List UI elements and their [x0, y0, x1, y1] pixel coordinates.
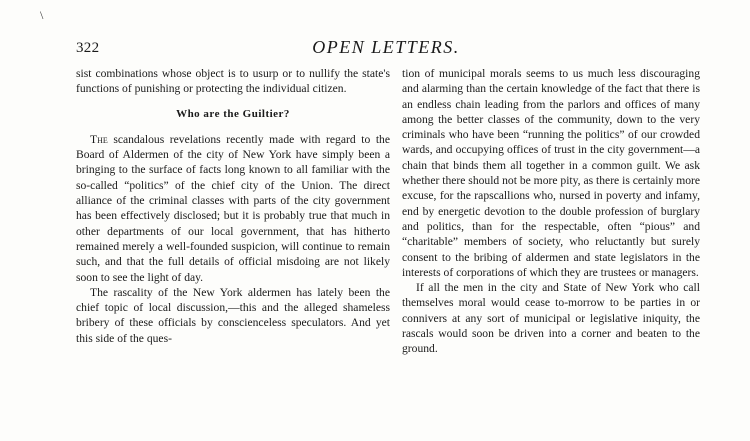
paragraph-final: If all the men in the city and State of New York who call themselves moral would cease to-morrow to be parties in or connivers at any sort of municipal or legislative iniquity, the rascals would soon be driven into a corner and beaten to the ground. [402, 281, 700, 356]
paragraph-intro: sist combinations whose object is to usurp or to nullify the state's functions of punishing or protecting the individual citizen. [76, 67, 390, 96]
paragraph-rascality: The rascality of the New York aldermen has lately been the chief topic of local discussion,—this and the alleged shameless bribery of these officials by conscienceless speculators. And yet this side of the ques- [76, 285, 390, 345]
left-column [76, 66, 390, 346]
section-heading: Who are the Guiltier? [176, 107, 290, 120]
page-header [76, 37, 696, 62]
corner-mark: \ [40, 8, 44, 22]
paragraph-main-text: scandalous revelations recently made with regard to the Board of Aldermen of the city of New York have simply been a bringing to the surface of facts long known to all familiar with the so-called “politics” of the chief city of the Union. The direct alliance of the criminal classes with parts of the city government has been effectively disclosed; but it is probably true that much in other departments of our local government, that has hitherto remained merely a well-founded suspicion, will continue to remain such, and that the full details of official misdoing are not likely soon to see the light of day. [76, 132, 390, 284]
running-title: OPEN LETTERS. [312, 37, 460, 57]
right-column [402, 66, 700, 357]
page-number: 322 [76, 40, 100, 56]
paragraph-continued: tion of municipal morals seems to us much less discouraging and alarming than the certain knowledge of the fact that there is an endless chain leading from the parlors and offices of many among the better classes of the community, down to the very criminals who have been “running the politics” of our crowded wards, and occupying offices of trust in the city government—a chain that binds them all together in a common guilt. We ask whether there should not be more pity, as there is certainly more excuse, for the rapscallions who, nursed in poverty and infamy, end by energetic devotion to the double profession of burglary and politics, than for the respectable, often “pious” and “charitable” members of society, who reluctantly but surely consent to the bribing of aldermen and state legislators in the interests of corporations of which they are trustees or managers. [402, 67, 701, 279]
paragraph-main [76, 132, 390, 285]
lead-word: The [90, 132, 108, 146]
